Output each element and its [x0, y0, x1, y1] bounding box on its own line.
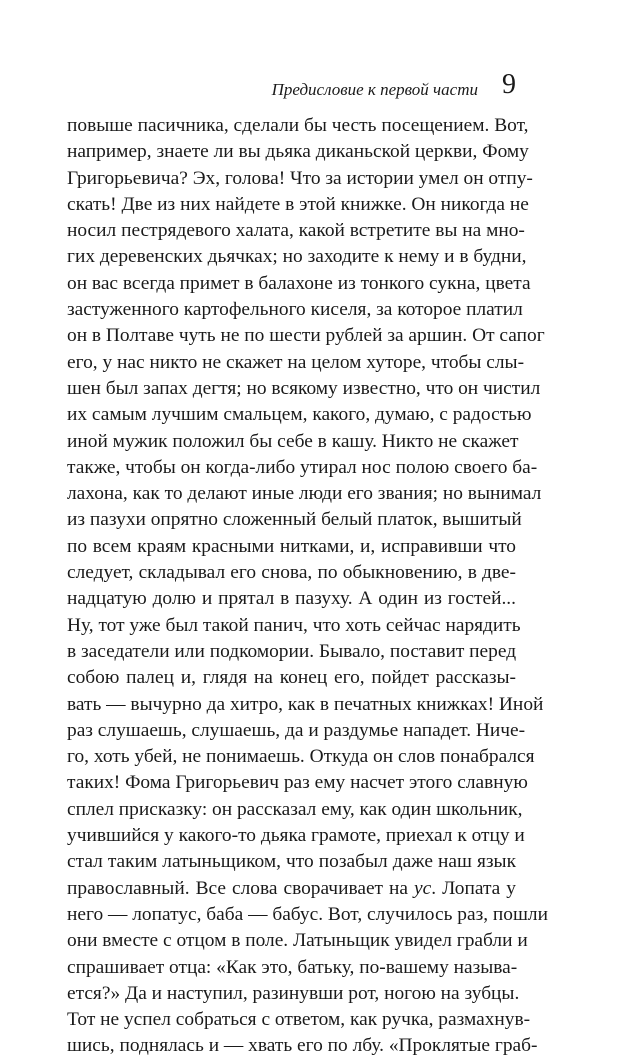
text-line: шись, поднялась и — хвать его по лбу. «Проклятые граб-: [67, 1035, 538, 1057]
text-segment: . Лопата у: [431, 877, 516, 899]
text-line: например, знаете ли вы дьяка диканьской церкви, Фому: [67, 141, 529, 163]
text-line: гих деревенских дьячках; но заходите к нему и в будни,: [67, 246, 527, 268]
text-line: носил пестрядевого халата, какой встретите вы на мно-: [67, 220, 525, 242]
text-line: из пазухи опрятно сложенный белый платок, вышитый: [67, 509, 522, 531]
text-line: в заседатели или подкомории. Бывало, поставит перед: [67, 640, 517, 662]
text-line: Ну, тот уже был такой панич, что хоть сейчас нарядить: [67, 614, 521, 636]
text-line: спрашивает отца: «Как это, батьку, по-вашему называ-: [67, 956, 518, 978]
text-line: повыше пасичника, сделали бы честь посещением. Вот,: [67, 115, 529, 136]
text-line: по всем краям красными нитками, и, исправивши что: [67, 535, 516, 557]
running-header: [66, 68, 516, 104]
text-line: раз слушаешь, слушаешь, да и раздумье нападет. Ниче-: [67, 719, 526, 741]
italic-word: ус: [414, 877, 432, 899]
text-line: шен был запах дегтя; но всякому известно, что он чистил: [67, 377, 541, 399]
text-line: ется?» Да и наступил, разинувши рот, ногою на зубцы.: [67, 982, 520, 1004]
text-line: его, у нас никто не скажет на целом хуторе, чтобы слы-: [67, 351, 525, 373]
text-line: он в Полтаве чуть не по шести рублей за аршин. От сапог: [67, 325, 545, 347]
text-line: лахона, как то делают иные люди его звания; но вынимал: [67, 483, 542, 505]
text-line: учившийся у какого-то дьяка грамоте, приехал к отцу и: [67, 825, 525, 847]
text-line: го, хоть убей, не понимаешь. Откуда он слов понабрался: [67, 746, 535, 768]
text-line: надцатую долю и прятал в пазуху. А один из гостей...: [67, 588, 516, 610]
text-line: следует, складывал его снова, по обыкновению, в две-: [67, 562, 516, 584]
text-line: застуженного картофельного киселя, за которое платил: [67, 299, 523, 321]
page-number: 9: [502, 69, 516, 100]
header-title: Предисловие к первой части: [271, 80, 478, 99]
text-line: собою палец и, глядя на конец его, пойдет рассказы-: [67, 667, 516, 689]
body-text: [67, 113, 548, 1060]
text-line: Григорьевича? Эх, голова! Что за истории умел он отпу-: [67, 167, 533, 189]
text-line: него — лопатус, баба — бабус. Вот, случилось раз, пошли: [67, 903, 548, 925]
text-line: стал таким латыньщиком, что позабыл даже наш язык: [67, 851, 516, 873]
text-line: иной мужик положил бы себе в кашу. Никто не скажет: [67, 430, 519, 452]
text-line: вать — вычурно да хитро, как в печатных книжках! Иной: [67, 693, 544, 715]
text-line: скать! Две из них найдете в этой книжке. Он никогда не: [67, 193, 529, 215]
text-line: он вас всегда примет в балахоне из тонкого сукна, цвета: [67, 272, 531, 294]
text-line: их самым лучшим смальцем, какого, думаю, с радостью: [67, 404, 532, 426]
text-line: они вместе с отцом в поле. Латыньщик увидел грабли и: [67, 930, 528, 952]
text-line-with-italic: [67, 876, 516, 902]
text-line: также, чтобы он когда-либо утирал нос полою своего ба-: [67, 456, 538, 478]
text-line: сплел присказку: он рассказал ему, как один школьник,: [67, 798, 523, 820]
text-line: таких! Фома Григорьевич раз ему насчет этого славную: [67, 772, 528, 794]
text-line: Тот не успел собраться с ответом, как ручка, размахнув-: [67, 1009, 531, 1031]
text-segment: православный. Все слова сворачивает на: [67, 877, 415, 899]
